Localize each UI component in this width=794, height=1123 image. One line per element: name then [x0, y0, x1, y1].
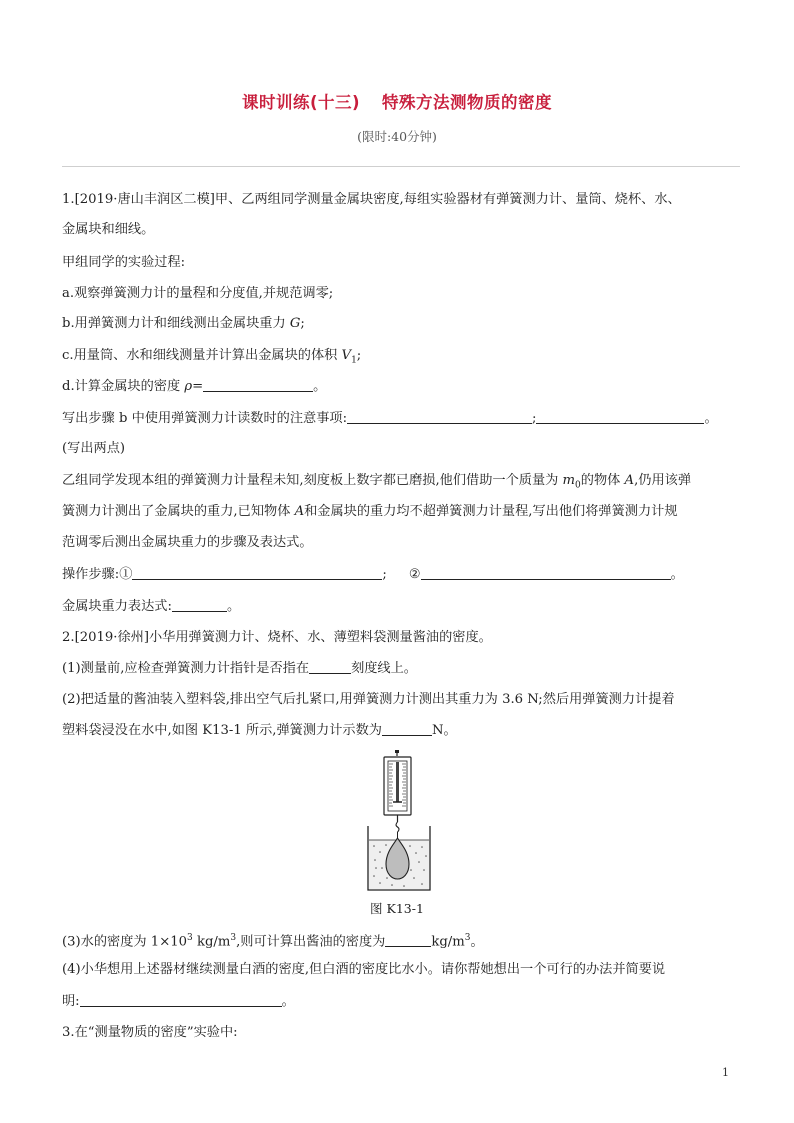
- page-title: [0, 89, 794, 113]
- q1-notes-line: 写出步骤 b 中使用弹簧测力计读数时的注意事项: ; 。: [62, 411, 718, 426]
- q1-step-a: a.观察弹簧测力计的量程和分度值,并规范调零;: [62, 286, 334, 301]
- q1-line-3: 甲组同学的实验过程:: [62, 255, 186, 270]
- q1-expression-line: 金属块重力表达式: 。: [62, 599, 241, 614]
- q2-line-1: 2.[2019·徐州]小华用弹簧测力计、烧杯、水、薄塑料袋测量酱油的密度。: [62, 630, 492, 645]
- spring-scale-figure: [356, 748, 446, 894]
- answer-blank-zero[interactable]: [309, 660, 351, 674]
- answer-blank-note-2[interactable]: [536, 410, 704, 424]
- q1-line-9: (写出两点): [62, 441, 126, 456]
- time-limit: (限时:40分钟): [357, 129, 437, 144]
- q1-line-10: 乙组同学发现本组的弹簧测力计量程未知,刻度板上数字都已磨损,他们借助一个质量为 $m_0$的物体 A,仍用该弹: [62, 473, 692, 491]
- q2-part-4-line-2: 明: 。: [62, 994, 295, 1009]
- answer-blank-expression[interactable]: [172, 598, 227, 612]
- q1-steps-line: 操作步骤:① ; ② 。: [62, 567, 684, 582]
- q2-part-4-line-1: (4)小华想用上述器材继续测量白酒的密度,但白酒的密度比水小。请你帮她想出一个可行的办法并简要说: [62, 962, 666, 977]
- title-part-a: 课时训练(十三): [241, 93, 361, 112]
- answer-blank-reading[interactable]: [382, 722, 432, 736]
- answer-blank-density[interactable]: [203, 378, 313, 392]
- q2-part-2-line-2: 塑料袋浸没在水中,如图 K13-1 所示,弹簧测力计示数为 N。: [62, 723, 457, 738]
- q1-step-d: d.计算金属块的密度 ρ= 。: [62, 379, 327, 394]
- q2-part-3: (3)水的密度为 $1\times 10^3$ $kg/m^3$,则可计算出酱油的密度为 $kg/m^3$。: [62, 933, 484, 950]
- q3-line-1: 3.在“测量物质的密度”实验中:: [62, 1025, 238, 1040]
- answer-blank-method[interactable]: [80, 993, 282, 1007]
- q1-step-b: b.用弹簧测力计和细线测出金属块重力 G;: [62, 316, 305, 331]
- answer-blank-note-1[interactable]: [347, 410, 532, 424]
- q1-line-1: 1.[2019·唐山丰润区二模]甲、乙两组同学测量金属块密度,每组实验器材有弹簧测力计、量筒、烧杯、水、: [62, 192, 681, 207]
- figure-caption: 图 K13-1: [370, 901, 424, 916]
- q1-line-2: 金属块和细线。: [62, 222, 155, 237]
- answer-blank-oil-density[interactable]: [385, 933, 431, 947]
- answer-blank-step-1[interactable]: [132, 566, 382, 580]
- divider: [62, 166, 740, 167]
- title-part-b: 特殊方法测物质的密度: [382, 93, 553, 112]
- q2-part-2-line-1: (2)把适量的酱油装入塑料袋,排出空气后扎紧口,用弹簧测力计测出其重力为 3.6 N;然后用弹簧测力计提着: [62, 692, 675, 707]
- q2-part-1: (1)测量前,应检查弹簧测力计指针是否指在 刻度线上。: [62, 661, 417, 676]
- q1-line-11: 簧测力计测出了金属块的重力,已知物体 A和金属块的重力均不超弹簧测力计量程,写出他们将弹簧测力计规: [62, 504, 678, 519]
- answer-blank-step-2[interactable]: [421, 566, 671, 580]
- q1-line-12: 范调零后测出金属块重力的步骤及表达式。: [62, 535, 313, 550]
- q1-step-c: c.用量筒、水和细线测量并计算出金属块的体积 $V_1$;: [62, 348, 362, 366]
- page-number: 1: [722, 1066, 729, 1079]
